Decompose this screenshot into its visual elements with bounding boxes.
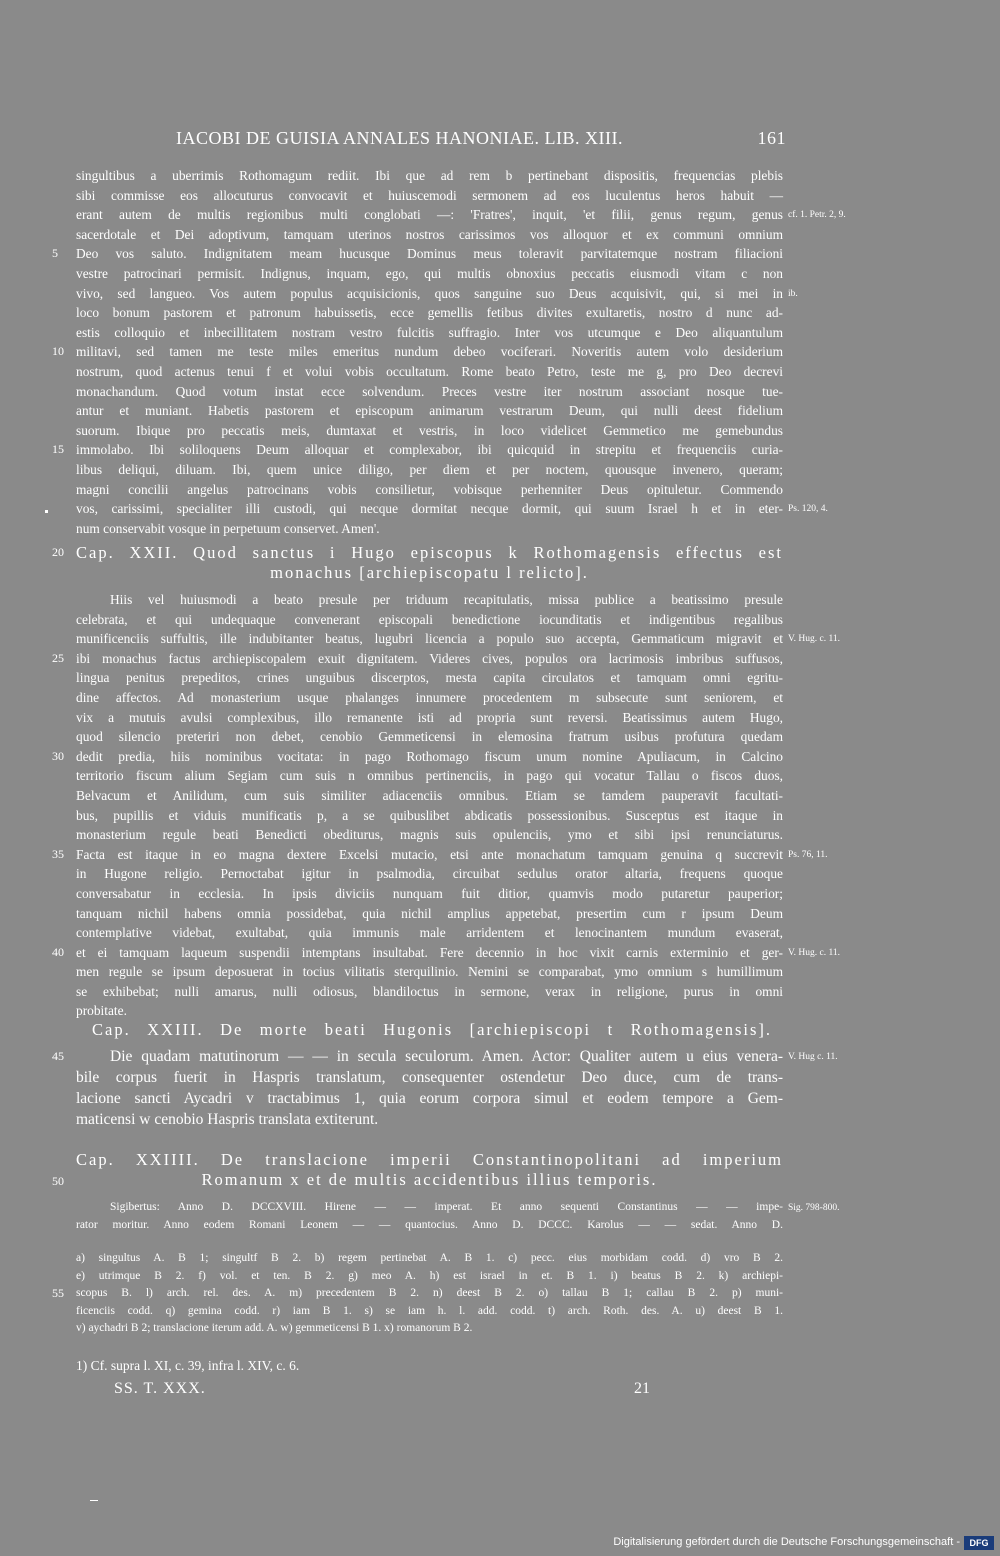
line-text: antur et muniant. Habetis pastorem et episcopum animarum vestrarum Deum, qui nulli deest fidelium [76, 403, 783, 419]
text-line [76, 962, 783, 982]
sheet-signature: SS. T. XXX. [114, 1380, 206, 1397]
line-text: munificenciis suffultis, ille indubitanter beatus, lugubri licencia a populo suo accepta, Gemmaticum migravit et [76, 631, 783, 647]
chapter-title-line: Cap. XXII. Quod sanctus i Hugo episcopus k Rothomagensis effectus est [76, 543, 783, 562]
line-text: erant autem de multis regionibus multi conglobati —: 'Fratres', inquit, 'et filii, genus regum, genus [76, 207, 783, 223]
line-number: 45 [52, 1049, 64, 1063]
text-line [76, 629, 840, 649]
text-line [52, 244, 783, 264]
line-text: a) singultus A. B 1; singultf B 2. b) regem pertinebat A. B 1. c) pecc. eius morbidam codd. d) vro B 2. [76, 1252, 783, 1264]
text-line [76, 480, 783, 500]
line-text: bile corpus fuerit in Haspris translatum, consequenter ostendetur Deo duce, cum de trans- [76, 1069, 783, 1086]
line-number: 30 [52, 748, 64, 763]
footnotes [52, 1250, 783, 1338]
text-line [76, 904, 783, 924]
line-number: 10 [52, 344, 64, 359]
chapter-title-line: Cap. XXIII. De morte beati Hugonis [archiepiscopi t Rothomagensis]. [92, 1020, 772, 1039]
chapter-title-line: monachus [archiepiscopatu l relicto]. [270, 563, 589, 582]
text-line [76, 303, 783, 323]
line-text: Sigibertus: Anno D. DCCXVIII. Hirene — — imperat. Et anno sequenti Constantinus — — impe- [110, 1201, 783, 1213]
chapter-heading-23 [92, 1020, 772, 1040]
line-text: se exhibebat; nulli amarus, nulli odiosus, blandiloctus in sermone, verax in religione, purus in omni [76, 983, 783, 999]
line-text: contemplative videbat, exultabat, quia immunis male arridentem et lenocinantem mundum evaserat, [76, 925, 783, 941]
line-text: tanquam nichil habens omnia possidebat, quia nichil amplius appetebat, presertim cum r ipsum Deum [76, 905, 783, 921]
text-line [76, 688, 783, 708]
line-number: 40 [52, 944, 64, 959]
text-line [76, 205, 846, 225]
text-line [76, 421, 783, 441]
footer-bar [0, 1532, 1000, 1556]
line-number: 55 [52, 1286, 64, 1300]
sheet-number: 21 [634, 1380, 650, 1397]
line-text: libus deliqui, diluam. Ibi, quem unice diligo, per diem et per noctem, quousque invenero, queram; [76, 461, 783, 477]
line-text: vix a mutuis avulsi complexibus, illo remanente isti ad propria sunt reversi. Beatissimus autem Hugo, [76, 709, 783, 725]
text-line [52, 1046, 838, 1067]
line-text: monasterium regule beati Benedicti obediturus, magnis suis opulenciis, ymo et sibi ipsi renunciaturus. [76, 827, 783, 843]
line-number: 15 [52, 442, 64, 457]
text-line [52, 440, 783, 460]
text-line [52, 845, 828, 865]
margin-reference: Sig. 798-800. [788, 1203, 840, 1213]
chapter-title-line: Romanum x et de multis accidentibus illius temporis. [201, 1170, 658, 1189]
text-line [76, 1001, 783, 1021]
line-text: sibi commisse eos allocuturus convocavit et huiuscemodi sermonem ad eos luculentus heros habuit — [76, 187, 783, 203]
line-number: 25 [52, 650, 64, 665]
line-number: 35 [52, 846, 64, 861]
text-line [76, 590, 783, 610]
running-header [76, 128, 786, 152]
line-text: immolabo. Ibi soliloquens Deum alloquar et complexabor, ibi quicquid in strepitu et frequenciis curia- [76, 442, 783, 458]
text-line [76, 1067, 783, 1088]
line-text: rator moritur. Anno eodem Romani Leonem — — quantocius. Anno D. DCCC. Karolus — — sedat. Anno D. [76, 1219, 783, 1231]
line-text: Facta est itaque in eo magna dextere Excelsi mutacio, etsi ante monachatum tamquam genuina q succrevit [76, 846, 783, 862]
text-line [52, 342, 783, 362]
chapter-heading-24 [52, 1150, 783, 1190]
line-text: bus, pupillis et viduis munificatis p, a se quibuslibet abdicatis possessionibus. Susceptus est itaque in [76, 807, 783, 823]
text-line [76, 864, 783, 884]
line-text: loco bonum pastorem et patronum habuissetis, ecce gemellis fetibus divites exultaretis, nostro d nunc ad- [76, 305, 783, 321]
scan-mark [45, 510, 48, 513]
text-line [76, 610, 783, 630]
margin-reference: ib. [788, 288, 798, 299]
text-block-3 [52, 1046, 838, 1130]
line-text: celebrata, et qui undequaque convenerant episcopali benedictione iocunditatis et indigentibus regalibus [76, 611, 783, 627]
line-text: in Hugone religio. Pernoctabat igitur in psalmodia, circuibat sedulus orator altaria, frequens quoque [76, 866, 783, 882]
text-line [76, 460, 783, 480]
text-line [76, 401, 783, 421]
text-line [76, 323, 783, 343]
line-text: probitate. [76, 1003, 127, 1019]
text-line [76, 186, 783, 206]
text-block-4 [76, 1198, 840, 1234]
text-line [76, 825, 783, 845]
text-line [52, 747, 783, 767]
text-line [76, 166, 783, 186]
line-text: Belvacum et Anilidum, cum suis similiter adiacenciis omnibus. Etiam se tamdem pauperavit facultati- [76, 787, 783, 803]
line-text: Die quadam matutinorum — — in secula seculorum. Amen. Actor: Qualiter autem u eius venera- [110, 1048, 783, 1065]
funding-note: Digitalisierung gefördert durch die Deutsche Forschungsgemeinschaft - [613, 1536, 960, 1548]
line-text: vos, carissimi, specialiter illi custodi, qui necque dormitat necque dormit, qui suum Israel h et in eter- [76, 501, 783, 517]
text-line [76, 362, 783, 382]
dfg-logo: DFG [964, 1536, 994, 1550]
text-line [76, 727, 783, 747]
line-number: 50 [52, 1174, 64, 1188]
line-text: lingua penitus prepeditos, crines unguibus discerptos, mesta capita circulatos et tamquam omni egritu- [76, 670, 783, 686]
line-text: v) aychadri B 2; translacione iterum add. A. w) gemmeticensi B 1. x) romanorum B 2. [76, 1322, 473, 1334]
line-text: monachandum. Quod votum instat ecce solvendum. Preces vestre iter nostrum associant nosque tue- [76, 383, 783, 399]
footnote-line [76, 1250, 783, 1268]
line-text: nostrum, quod actenus tenui f et volui vobis occultatum. Rome beato Petro, teste me g, pro Deo decrevi [76, 363, 783, 379]
text-line [76, 668, 783, 688]
text-line [76, 806, 783, 826]
line-text: ibi monachus factus archiepiscopalem exuit dignitatem. Videres cives, populos ora lacrimosis imbribus suffusos, [76, 650, 783, 666]
editorial-note: 1) Cf. supra l. XI, c. 39, infra l. XIV, c. 6. [76, 1358, 300, 1373]
text-line [76, 1216, 783, 1234]
line-text: ficenciis codd. q) gemina codd. r) iam B 1. s) se iam h. l. add. codd. t) arch. Roth. des. A. u) deest B 1. [76, 1304, 783, 1317]
margin-reference: Ps. 120, 4. [788, 504, 828, 515]
text-line [76, 786, 783, 806]
line-text: dine affectos. Ad monasterium usque phalanges innumere procedentem m subsecute sunt seniorem, et [76, 689, 783, 705]
line-text: militavi, sed tamen me teste miles emeritus nundum debeo vociferari. Noveritis autem volo desiderium [76, 344, 783, 360]
text-line [76, 923, 783, 943]
line-text: Deo vos saluto. Indignitatem meam hucusque Dominus meus toleravit parvitatemque nostram filiacioni [76, 246, 783, 262]
line-text: lacione sancti Aycadri v tractabimus 1, quia eorum corpora simul et eodem tempore a Gem- [76, 1090, 783, 1107]
text-line [76, 1109, 783, 1130]
text-block-1 [52, 166, 846, 538]
text-line [76, 519, 783, 539]
line-text: vestre patrocinari permisit. Indignus, inquam, ego, qui multis obnoxius peccatis eiusmodi vitam c non [76, 265, 783, 281]
line-text: e) utrimque B 2. f) vol. et ten. B 2. g) meo A. h) est israel in et. B 1. i) beatus B 2. k) archiepi- [76, 1269, 783, 1282]
footnote-line [76, 1268, 783, 1286]
text-line [76, 499, 828, 519]
text-line [76, 1088, 783, 1109]
footnote-line [76, 1320, 783, 1338]
line-text: men regule se ipsum deposuerat in tocius vilitatis sterquilinio. Nemini se comparabat, ymo omnium s humillimum [76, 964, 783, 980]
text-line [76, 708, 783, 728]
scan-mark [90, 1500, 98, 1501]
margin-reference: cf. 1. Petr. 2, 9. [788, 210, 846, 221]
text-line [76, 382, 783, 402]
line-text: sacerdotale et Dei adoptivum, tamquam uterinos nostros carissimos vos alloquor et ex communi omnium [76, 226, 783, 242]
margin-reference: Ps. 76, 11. [788, 849, 828, 860]
text-line [76, 766, 783, 786]
page-number: 161 [757, 128, 786, 148]
line-text: quod silencio preteriri non debet, cenobio Gemmeticensi in elemosina fratrum usibus profutura quedam [76, 729, 783, 745]
text-block-2 [52, 590, 840, 1021]
margin-reference: V. Hug c. 11. [788, 1052, 838, 1062]
text-line [76, 1198, 840, 1216]
margin-reference: V. Hug. c. 11. [788, 947, 840, 958]
line-text: dedit predia, hiis nominibus vocitata: in pago Rothomago fiscum unum nomine Apuliacum, in Calcino [76, 748, 783, 764]
line-text: suorum. Ibique pro peccatis meis, dumtaxat et vestris, in loco videlicet Gemmetico me gemebundus [76, 422, 783, 438]
line-text: vivo, sed langueo. Vos autem populus acquisicionis, quos sanguine suo Deus acquisivit, qui, si mei in [76, 285, 783, 301]
line-number: 20 [52, 545, 64, 559]
chapter-heading-22 [52, 543, 783, 583]
text-line [76, 264, 783, 284]
chapter-title-line: Cap. XXIIII. De translacione imperii Constantinopolitani ad imperium [76, 1150, 783, 1169]
line-text: scopus B. l) arch. rel. des. A. m) precedentem B 2. n) deest B 2. o) tallau B 1; callau B 2. p) muni- [76, 1287, 783, 1299]
line-text: estis colloquio et inbecillitatem nostram vestro fulcitis suffragio. Inter vos utcumque e Deo aliquantulum [76, 324, 783, 340]
line-text: Hiis vel huiusmodi a beato presule per triduum recapitulatis, missa publice a beatissimo presule [110, 592, 783, 607]
text-line [52, 943, 840, 963]
line-text: territorio fiscum alium Segiam cum suis n omnibus pertinenciis, in pago qui vocatur Tallau o fiscos duos, [76, 768, 783, 784]
text-line [52, 649, 783, 669]
text-line [76, 884, 783, 904]
margin-reference: V. Hug. c. 11. [788, 634, 840, 645]
line-text: singultibus a uberrimis Rothomagum rediit. Ibi que ad rem b pertinebant dispositis, frequencias plebis [76, 168, 783, 183]
line-text: et ei tamquam laqueum suspendii intemptans insultabat. Fere decennio in hoc vixit carnis exterminio et ger- [76, 944, 783, 960]
header-title: IACOBI DE GUISIA ANNALES HANONIAE. LIB. XIII. [176, 128, 623, 148]
footnote-line [76, 1303, 783, 1321]
text-line [76, 225, 783, 245]
line-text: magni concilii angelus patrocinans vobis consilietur, vobisque perhenniter Deus opituletur. Commendo [76, 481, 783, 497]
line-text: conversabatur in ecclesia. In ipsis diviciis nunquam fuit ditior, quamvis modo putaretur pauperior; [76, 885, 783, 901]
line-text: num conservabit vosque in perpetuum conservet. Amen'. [76, 520, 380, 536]
text-line [76, 284, 798, 304]
text-line [76, 982, 783, 1002]
line-text: maticensi w cenobio Haspris translata extiterunt. [76, 1111, 379, 1128]
footnote-line [52, 1285, 783, 1303]
line-number: 5 [52, 246, 58, 261]
